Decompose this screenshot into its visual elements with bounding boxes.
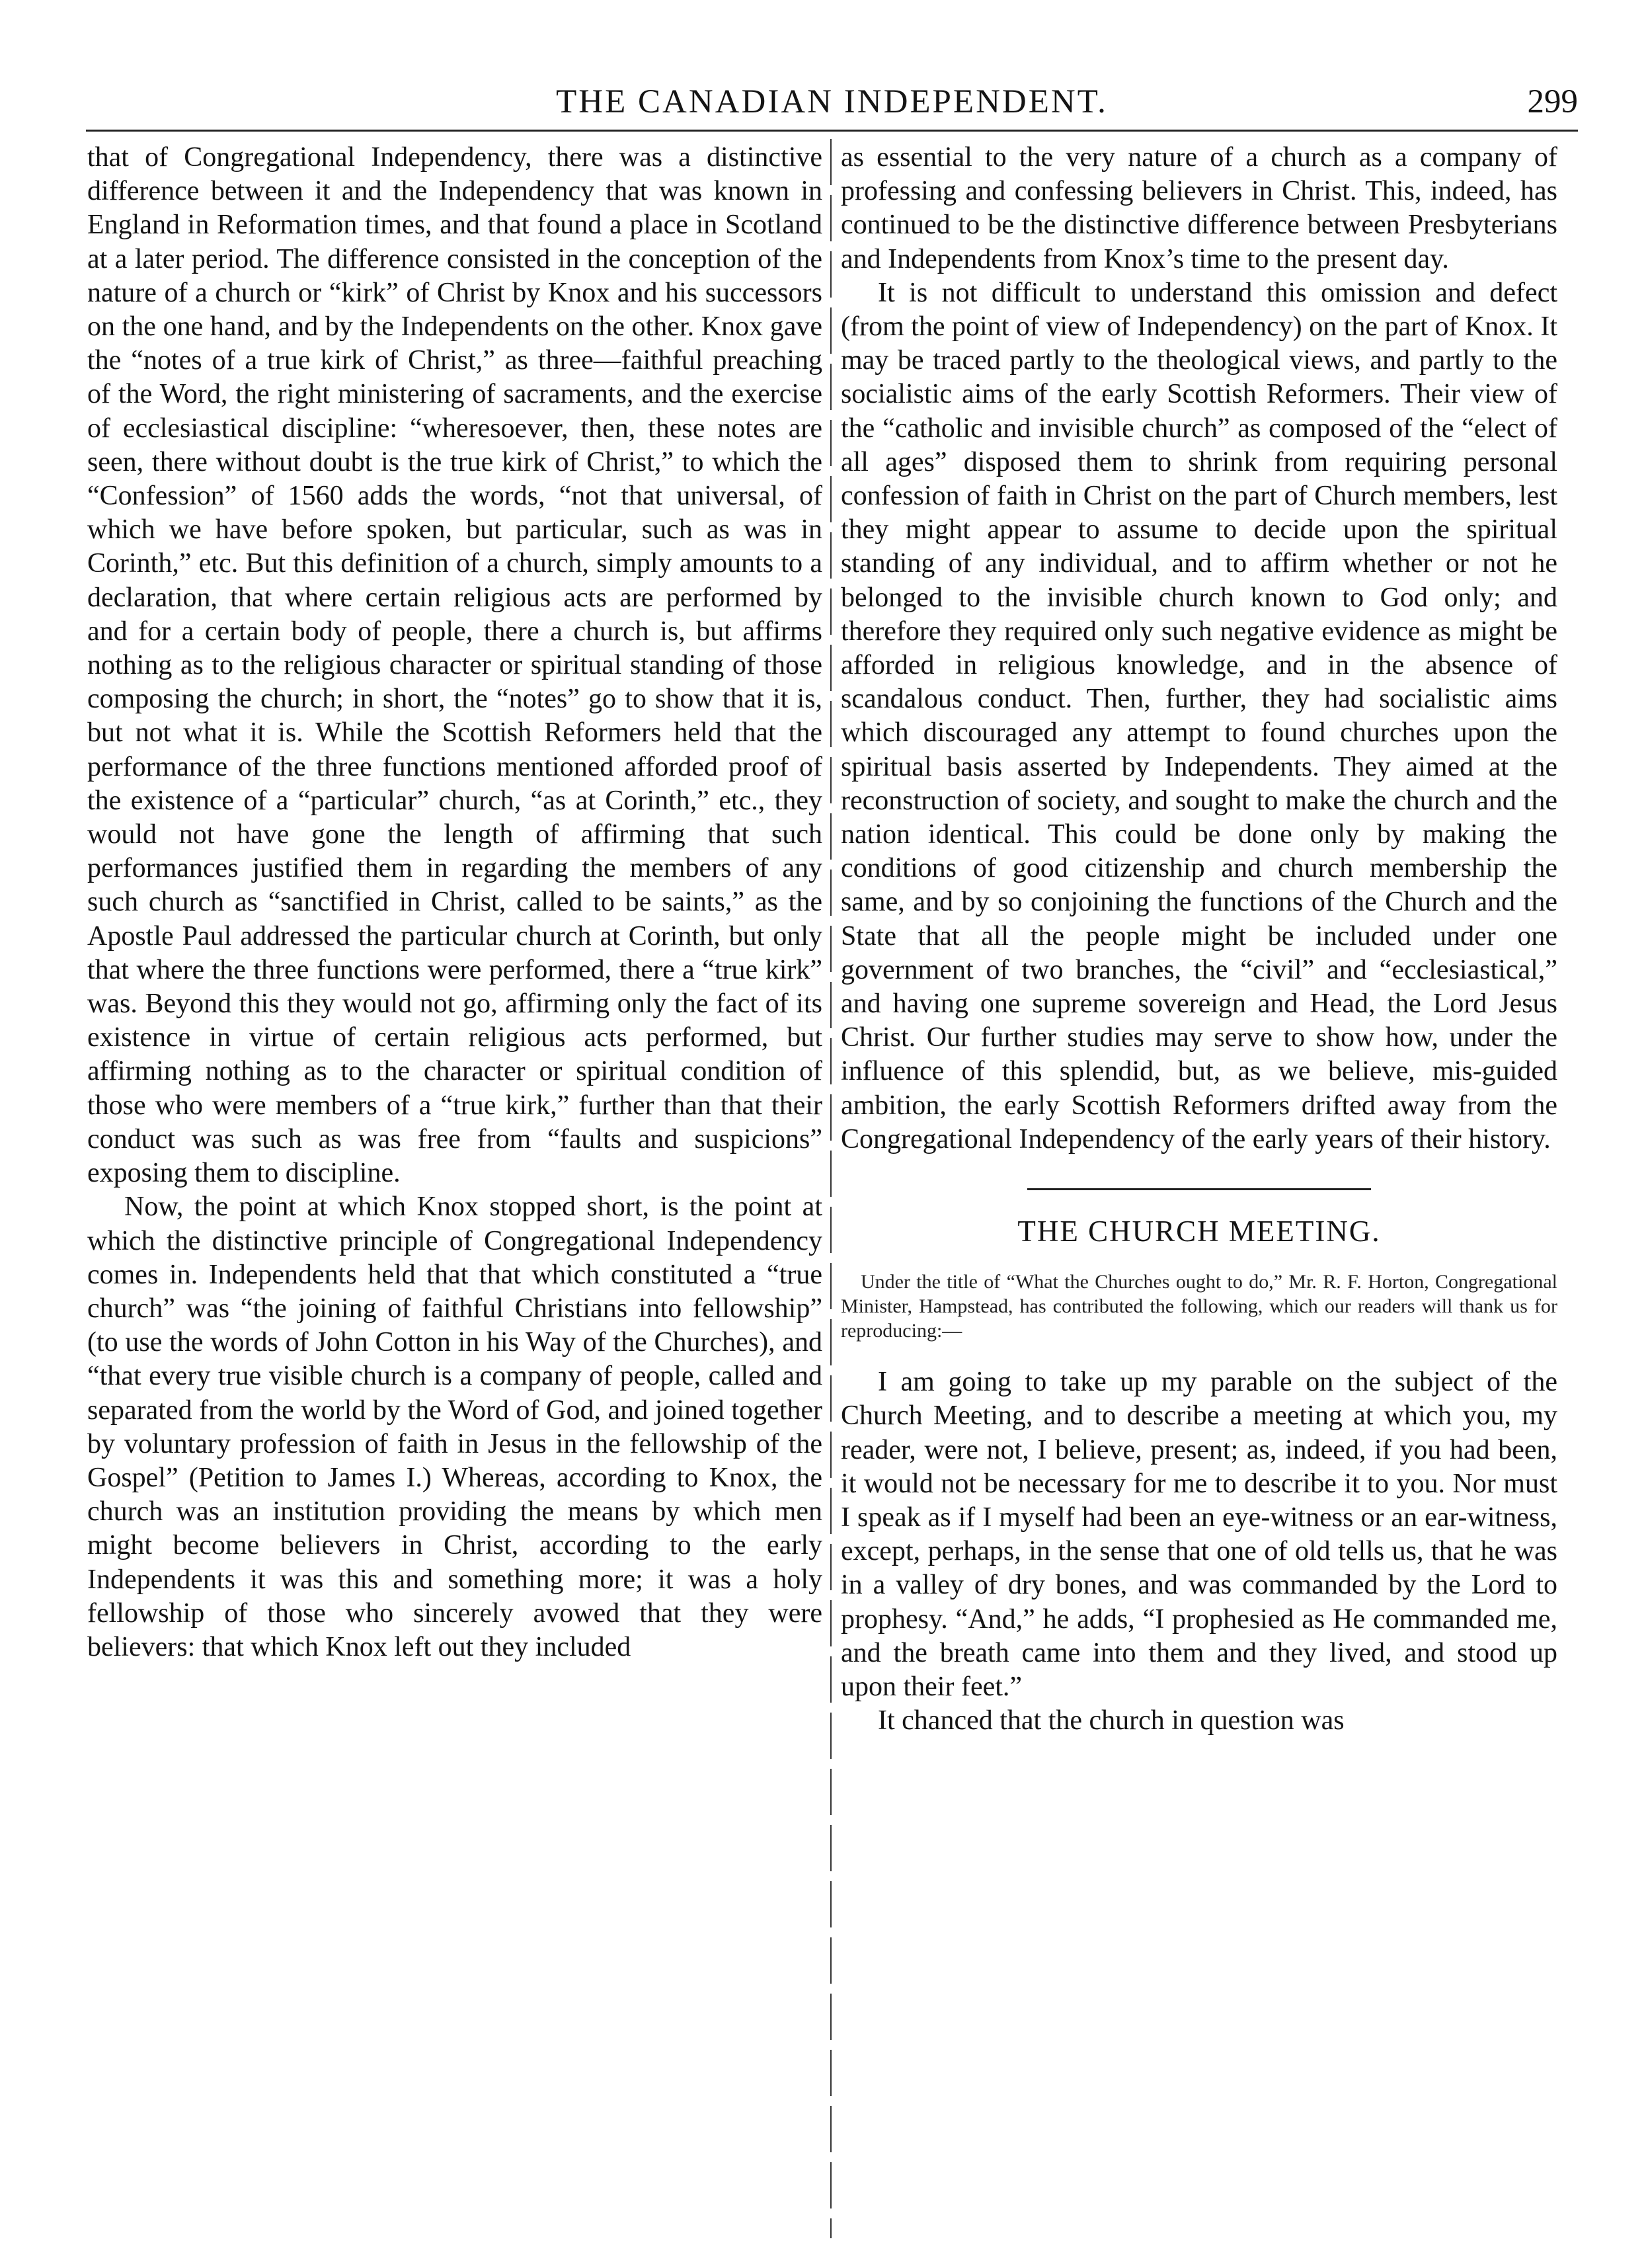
right-paragraph-2: It is not difficult to understand this omission and defect (from the point of view of Independency) on the part of Knox. It may be traced partly to the theological views, and partly to the socialistic aims of the early Scottish Reformers. Their view of the “catholic and invisible church” as composed of the “elect of all ages” disposed them to shrink from requiring personal confession of faith in Christ on the part of Church members, lest they might appear to assume to decide upon the spiritual standing of any individual, and to affirm whether or not he belonged to the invisible church known to God only; and therefore they required only such negative evidence as might be afforded in religious knowledge, and in the absence of scandalous conduct. Then, further, they had socialistic aims which discouraged any attempt to found churches upon the spiritual basis asserted by Independents. They aimed at the reconstruction of society, and sought to make the church and the nation identical. This could be done only by making the conditions of good citizenship and church membership the same, and by so conjoining the functions of the Church and the State that all the people might be included under one government of two branches, the “civil” and “ecclesiastical,” and having one supreme sovereign and Head, the Lord Jesus Christ. Our further studies may serve to show how, under the influence of this splendid, but, as we believe, mis-guided ambition, the early Scottish Reformers drifted away from the Congregational Independency of the early years of their history. <box>841 277 1557 1154</box>
left-paragraph-1: that of Congregational Independency, there was a distinctive difference between it and the Independency that was known in England in Reformation times, and that found a place in Scotland at a later period. The difference consisted in the conception of the nature of a church or “kirk” of Christ by Knox and his successors on the one hand, and by the Independents on the other. Knox gave the “notes of a true kirk of Christ,” as three—faithful preaching of the Word, the right ministering of sacraments, and the exercise of ecclesiastical discipline: “wheresoever, then, these notes are seen, there without doubt is the true kirk of Christ,” to which the “Confession” of 1560 adds the words, “not that universal, of which we have before spoken, but particular, such as was in Corinth,” etc. But this definition of a church, simply amounts to a declaration, that where certain religious acts are performed by and for a certain body of people, there a church is, but affirms nothing as to the religious character or spiritual standing of those composing the church; in short, the “notes” go to show that it is, but not what it is. While the Scottish Reformers held that the performance of the three functions mentioned afforded proof of the existence of a “particular” church, “as at Corinth,” etc., they would not have gone the length of affirming that such performances justified them in regarding the members of any such church as “sanctified in Christ, called to be saints,” as the Apostle Paul addressed the particular church at Corinth, but only that where the three functions were performed, there a “true kirk” was. Beyond this they would not go, affirming only the fact of its existence in virtue of certain religious acts performed, but affirming nothing as to the character or spiritual condition of those who were members of a “true kirk,” further than that their conduct was such as was free from “faults and suspicions” exposing them to discipline. <box>87 142 822 1189</box>
right-paragraph-3: I am going to take up my parable on the subject of the Church Meeting, and to describe a meeting at which you, my reader, were not, I believe, present; as, indeed, if you had been, it would not be necessary for me to describe it to you. Nor must I speak as if I myself had been an eye-witness or an ear-witness, except, perhaps, in the sense that one of old tells us, that he was in a valley of dry bones, and was commanded by the Lord to prophesy. “And,” he adds, “I prophesied as He commanded me, and the breath came into them and they lived, and stood up upon their feet.” <box>841 1367 1557 1702</box>
right-column <box>841 141 1557 2237</box>
page-number: 299 <box>1527 83 1578 120</box>
editorial-intro: Under the title of “What the Churches ought to do,” Mr. R. F. Horton, Congregational Minister, Hampstead, has contributed the following, which our readers will thank us for reproducing:— <box>841 1271 1557 1342</box>
column-rule <box>830 139 832 2238</box>
running-header <box>86 78 1578 132</box>
section-divider <box>1027 1188 1371 1190</box>
right-paragraph-4: It chanced that the church in question was <box>878 1705 1345 1736</box>
right-paragraph-1: as essential to the very nature of a church as a company of professing and confessing believers in Christ. This, indeed, has continued to be the distinctive difference between Presbyterians and Independents from Knox’s time to the present day. <box>841 142 1557 274</box>
section-title: THE CHURCH MEETING. <box>1017 1215 1381 1248</box>
left-column <box>87 141 822 2237</box>
left-paragraph-2: Now, the point at which Knox stopped short, is the point at which the distinctive principle of Congregational Independency comes in. Independents held that that which constituted a “true church” was “the joining of faithful Christians into fellowship” (to use the words of John Cotton in his Way of the Churches), and “that every true visible church is a company of people, called and separated from the world by the Word of God, and joined together by voluntary profession of faith in Jesus in the fellowship of the Gospel” (Petition to James I.) Whereas, according to Knox, the church was an institution providing the means by which men might become believers in Christ, according to the early Independents it was this and something more; it was a holy fellowship of those who sincerely avowed that they were believers: that which Knox left out they included <box>87 1192 822 1662</box>
journal-title: THE CANADIAN INDEPENDENT. <box>556 83 1108 120</box>
